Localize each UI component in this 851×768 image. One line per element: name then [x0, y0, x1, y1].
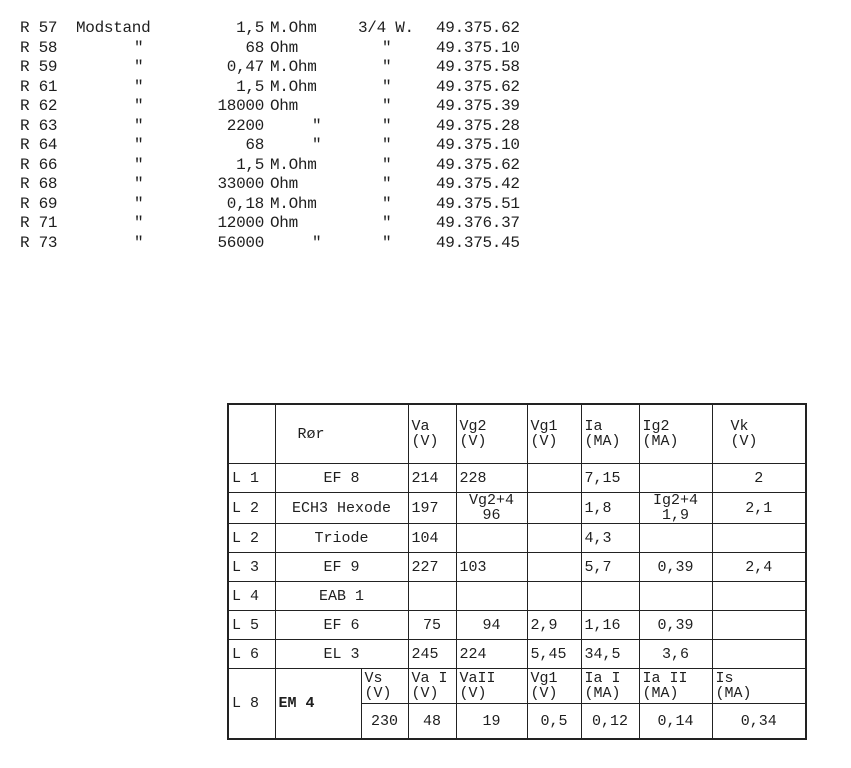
header-ia: Ia (MA) — [581, 404, 639, 464]
cell-vg1 — [527, 524, 581, 553]
part-name: " — [134, 155, 144, 174]
em4-value-ia2: 0,14 — [639, 704, 712, 740]
part-number: 49.375.28 — [436, 116, 520, 135]
part-value: 68 — [245, 38, 264, 57]
part-value: 12000 — [217, 214, 264, 232]
part-unit: Ohm — [270, 214, 298, 232]
part-name: " — [134, 233, 144, 252]
parts-row — [20, 136, 580, 156]
header-vg2: Vg2 (V) — [456, 404, 527, 464]
part-value: 1,5 — [236, 155, 264, 174]
part-ref: R 59 — [20, 58, 58, 76]
cell-vk — [712, 582, 806, 611]
header-pos — [228, 404, 275, 464]
part-ref: R 61 — [20, 77, 58, 96]
part-value: 0,47 — [226, 58, 264, 76]
cell-tube: ECH3 Hexode — [275, 493, 408, 524]
part-name: " — [134, 97, 144, 115]
cell-pos: L 8 — [228, 669, 275, 740]
em4-label-va2: VaII (V) — [456, 669, 527, 704]
cell-tube: EF 6 — [275, 611, 408, 640]
part-unit: M.Ohm — [270, 58, 317, 76]
em4-value-vg1: 0,5 — [527, 704, 581, 740]
part-number: 49.375.45 — [436, 233, 520, 252]
part-value: 18000 — [217, 97, 264, 115]
part-number: 49.375.42 — [436, 175, 520, 193]
part-unit: " — [312, 136, 322, 154]
part-ref: R 73 — [20, 233, 58, 252]
table-header-row — [228, 404, 806, 464]
parts-row — [20, 78, 580, 98]
table-row — [228, 553, 806, 582]
part-value: 0,18 — [226, 194, 264, 213]
cell-pos: L 2 — [228, 493, 275, 524]
cell-pos: L 3 — [228, 553, 275, 582]
part-wattage: " — [382, 175, 392, 193]
part-wattage: " — [382, 38, 392, 57]
cell-ia: 5,7 — [581, 553, 639, 582]
em4-label-is: Is (MA) — [712, 669, 806, 704]
parts-row — [20, 175, 580, 195]
cell-ig2: Ig2+4 1,9 — [639, 493, 712, 524]
parts-row — [20, 117, 580, 137]
part-number: 49.375.62 — [436, 155, 520, 174]
parts-row — [20, 214, 580, 234]
cell-vg1: 2,9 — [527, 611, 581, 640]
cell-ig2 — [639, 582, 712, 611]
parts-row — [20, 156, 580, 176]
cell-vk: 2 — [712, 464, 806, 493]
cell-vg2 — [456, 582, 527, 611]
cell-vg2: Vg2+4 96 — [456, 493, 527, 524]
part-ref: R 62 — [20, 97, 58, 115]
tube-voltage-table — [227, 403, 807, 740]
part-name: " — [134, 77, 144, 96]
part-wattage: " — [382, 155, 392, 174]
cell-pos: L 6 — [228, 640, 275, 669]
part-unit: M.Ohm — [270, 194, 317, 213]
part-wattage: " — [382, 233, 392, 252]
em4-value-vs: 230 — [361, 704, 408, 740]
cell-tube: EL 3 — [275, 640, 408, 669]
part-ref: R 63 — [20, 116, 58, 135]
cell-va: 227 — [408, 553, 456, 582]
part-wattage: " — [382, 58, 392, 76]
part-unit: Ohm — [270, 38, 298, 57]
table-row — [228, 464, 806, 493]
cell-ig2: 0,39 — [639, 553, 712, 582]
cell-ig2 — [639, 464, 712, 493]
part-value: 2200 — [226, 116, 264, 135]
cell-vg2: 94 — [456, 611, 527, 640]
cell-ia — [581, 582, 639, 611]
cell-va — [408, 582, 456, 611]
cell-vg1: 5,45 — [527, 640, 581, 669]
part-number: 49.375.51 — [436, 194, 520, 213]
cell-va: 245 — [408, 640, 456, 669]
cell-tube: EF 8 — [275, 464, 408, 493]
em4-label-vg1: Vg1 (V) — [527, 669, 581, 704]
cell-va: 197 — [408, 493, 456, 524]
part-name: Modstand — [76, 19, 151, 37]
parts-row — [20, 58, 580, 78]
cell-vg2: 224 — [456, 640, 527, 669]
part-wattage: " — [382, 136, 392, 154]
parts-row — [20, 39, 580, 59]
cell-vk: 2,4 — [712, 553, 806, 582]
part-name: " — [134, 38, 144, 57]
part-wattage: " — [382, 194, 392, 213]
part-number: 49.375.62 — [436, 77, 520, 96]
cell-pos: L 5 — [228, 611, 275, 640]
cell-vg1 — [527, 493, 581, 524]
part-number: 49.375.10 — [436, 38, 520, 57]
cell-vg2 — [456, 524, 527, 553]
header-va: Va (V) — [408, 404, 456, 464]
parts-row — [20, 97, 580, 117]
header-vg1: Vg1 (V) — [527, 404, 581, 464]
cell-tube: EM 4 — [275, 669, 361, 740]
part-name: " — [134, 58, 144, 76]
cell-tube: EF 9 — [275, 553, 408, 582]
table-row — [228, 582, 806, 611]
cell-vk — [712, 524, 806, 553]
part-ref: R 66 — [20, 155, 58, 174]
header-vk: Vk (V) — [712, 404, 806, 464]
cell-ig2: 3,6 — [639, 640, 712, 669]
cell-vk: 2,1 — [712, 493, 806, 524]
parts-row — [20, 19, 580, 39]
cell-ig2 — [639, 524, 712, 553]
part-unit: M.Ohm — [270, 77, 317, 96]
part-wattage: " — [382, 214, 392, 232]
parts-list — [20, 19, 580, 253]
cell-vk — [712, 611, 806, 640]
cell-ia: 1,8 — [581, 493, 639, 524]
em4-label-ia2: Ia II (MA) — [639, 669, 712, 704]
em4-label-vs: Vs (V) — [361, 669, 408, 704]
cell-ia: 1,16 — [581, 611, 639, 640]
part-value: 68 — [245, 136, 264, 154]
part-ref: R 57 — [20, 19, 58, 37]
cell-pos: L 2 — [228, 524, 275, 553]
cell-vg1 — [527, 464, 581, 493]
part-value: 56000 — [217, 233, 264, 252]
em4-value-va2: 19 — [456, 704, 527, 740]
part-name: " — [134, 136, 144, 154]
part-unit: " — [312, 116, 322, 135]
cell-va: 104 — [408, 524, 456, 553]
cell-tube: Triode — [275, 524, 408, 553]
table-row-em4-labels — [228, 669, 806, 704]
part-value: 33000 — [217, 175, 264, 193]
part-wattage: " — [382, 116, 392, 135]
part-wattage: " — [382, 77, 392, 96]
em4-label-va1: Va I (V) — [408, 669, 456, 704]
part-name: " — [134, 175, 144, 193]
cell-vg2: 228 — [456, 464, 527, 493]
table-row — [228, 524, 806, 553]
part-ref: R 71 — [20, 214, 58, 232]
part-ref: R 68 — [20, 175, 58, 193]
part-ref: R 58 — [20, 38, 58, 57]
part-value: 1,5 — [236, 77, 264, 96]
table-row — [228, 640, 806, 669]
part-number: 49.375.39 — [436, 97, 520, 115]
part-unit: M.Ohm — [270, 155, 317, 174]
part-unit: M.Ohm — [270, 19, 317, 37]
cell-vg1 — [527, 553, 581, 582]
cell-vg1 — [527, 582, 581, 611]
cell-vg2: 103 — [456, 553, 527, 582]
part-name: " — [134, 194, 144, 213]
cell-ia: 7,15 — [581, 464, 639, 493]
tube-table — [227, 403, 807, 740]
cell-vk — [712, 640, 806, 669]
part-number: 49.375.10 — [436, 136, 520, 154]
cell-ia: 34,5 — [581, 640, 639, 669]
part-value: 1,5 — [236, 19, 264, 37]
cell-ig2: 0,39 — [639, 611, 712, 640]
cell-pos: L 4 — [228, 582, 275, 611]
cell-tube: EAB 1 — [275, 582, 408, 611]
part-number: 49.375.58 — [436, 58, 520, 76]
table-row — [228, 611, 806, 640]
part-number: 49.376.37 — [436, 214, 520, 232]
cell-ia: 4,3 — [581, 524, 639, 553]
cell-pos: L 1 — [228, 464, 275, 493]
part-unit: " — [312, 233, 322, 252]
parts-row — [20, 234, 580, 254]
part-name: " — [134, 116, 144, 135]
part-name: " — [134, 214, 144, 232]
part-ref: R 69 — [20, 194, 58, 213]
part-unit: Ohm — [270, 97, 298, 115]
em4-value-ia1: 0,12 — [581, 704, 639, 740]
em4-label-ia1: Ia I (MA) — [581, 669, 639, 704]
part-unit: Ohm — [270, 175, 298, 193]
part-wattage: " — [382, 97, 392, 115]
header-tube: Rør — [275, 404, 408, 464]
cell-va: 75 — [408, 611, 456, 640]
cell-va: 214 — [408, 464, 456, 493]
part-number: 49.375.62 — [436, 19, 520, 37]
part-wattage: 3/4 W. — [358, 19, 414, 37]
em4-value-va1: 48 — [408, 704, 456, 740]
em4-value-is: 0,34 — [712, 704, 806, 740]
table-row — [228, 493, 806, 524]
part-ref: R 64 — [20, 136, 58, 154]
header-ig2: Ig2 (MA) — [639, 404, 712, 464]
parts-row — [20, 195, 580, 215]
